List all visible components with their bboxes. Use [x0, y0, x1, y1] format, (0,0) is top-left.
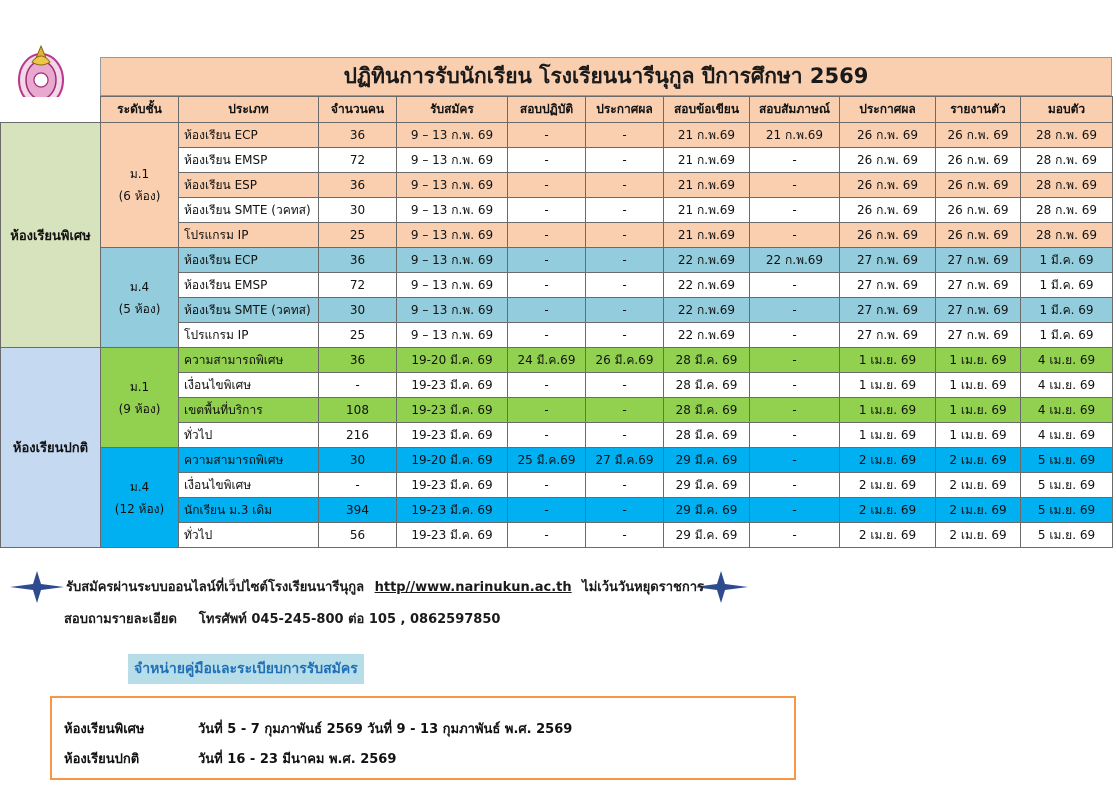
cell-announce1: -	[586, 373, 664, 398]
table-header-row	[1, 97, 1113, 123]
cell-interview: -	[750, 148, 840, 173]
cell-apply: 9 – 13 ก.พ. 69	[397, 148, 508, 173]
cell-type: เงื่อนไขพิเศษ	[179, 373, 319, 398]
cell-practical: -	[508, 123, 586, 148]
cell-announce2: 27 ก.พ. 69	[840, 298, 936, 323]
col-header-count: จำนวนคน	[319, 97, 397, 123]
cell-announce1: -	[586, 498, 664, 523]
cell-enroll: 1 มี.ค. 69	[1021, 323, 1113, 348]
cell-enroll: 28 ก.พ. 69	[1021, 223, 1113, 248]
col-header-interview: สอบสัมภาษณ์	[750, 97, 840, 123]
cell-type: ห้องเรียน SMTE (วคทส)	[179, 298, 319, 323]
cell-announce1: -	[586, 248, 664, 273]
cell-count: 216	[319, 423, 397, 448]
cell-type: ทั่วไป	[179, 523, 319, 548]
cell-practical: -	[508, 273, 586, 298]
cell-practical: -	[508, 148, 586, 173]
cell-count: 36	[319, 173, 397, 198]
col-header-apply: รับสมัคร	[397, 97, 508, 123]
cell-apply: 19-23 มี.ค. 69	[397, 473, 508, 498]
cell-enroll: 28 ก.พ. 69	[1021, 198, 1113, 223]
cell-count: 36	[319, 248, 397, 273]
cell-announce1: -	[586, 148, 664, 173]
cell-practical: -	[508, 298, 586, 323]
contact-info	[64, 608, 500, 629]
cell-interview: 22 ก.พ.69	[750, 248, 840, 273]
cell-practical: -	[508, 498, 586, 523]
cell-practical: -	[508, 473, 586, 498]
level-rooms: (12 ห้อง)	[114, 501, 165, 516]
level-cell	[101, 123, 179, 248]
cell-announce2: 27 ก.พ. 69	[840, 273, 936, 298]
level-name: ม.4	[129, 279, 150, 294]
cell-announce2: 26 ก.พ. 69	[840, 198, 936, 223]
cell-type: เขตพื้นที่บริการ	[179, 398, 319, 423]
cell-written: 29 มี.ค. 69	[664, 473, 750, 498]
cell-written: 28 มี.ค. 69	[664, 373, 750, 398]
admission-schedule-table	[0, 96, 1113, 548]
cell-written: 28 มี.ค. 69	[664, 423, 750, 448]
cell-count: -	[319, 373, 397, 398]
cell-report: 2 เม.ย. 69	[936, 473, 1021, 498]
cell-type: โปรแกรม IP	[179, 223, 319, 248]
sale-info-label: ห้องเรียนปกติ	[64, 752, 140, 767]
cell-practical: -	[508, 248, 586, 273]
cell-interview: -	[750, 498, 840, 523]
cell-enroll: 4 เม.ย. 69	[1021, 423, 1113, 448]
contact-phone: โทรศัพท์ 045-245-800 ต่อ 105 , 0862597850	[198, 612, 501, 627]
level-name: ม.1	[129, 167, 150, 181]
cell-announce2: 2 เม.ย. 69	[840, 523, 936, 548]
cell-enroll: 5 เม.ย. 69	[1021, 498, 1113, 523]
cell-interview: -	[750, 173, 840, 198]
cell-announce2: 1 เม.ย. 69	[840, 398, 936, 423]
manual-sale-heading: จำหน่ายคู่มือและระเบียบการรับสมัคร	[128, 654, 364, 684]
cell-type: ห้องเรียน ECP	[179, 248, 319, 273]
cell-report: 27 ก.พ. 69	[936, 323, 1021, 348]
cell-announce2: 2 เม.ย. 69	[840, 473, 936, 498]
cell-announce2: 1 เม.ย. 69	[840, 348, 936, 373]
cell-practical: -	[508, 373, 586, 398]
sale-info-row-normal	[64, 748, 396, 769]
cell-written: 22 ก.พ.69	[664, 298, 750, 323]
cell-count: 25	[319, 323, 397, 348]
cell-interview: -	[750, 398, 840, 423]
cell-type: ความสามารถพิเศษ	[179, 348, 319, 373]
cell-report: 26 ก.พ. 69	[936, 148, 1021, 173]
level-cell	[101, 448, 179, 548]
online-note-suffix: ไม่เว้นวันหยุดราชการ	[582, 580, 704, 595]
cell-practical: -	[508, 223, 586, 248]
cell-apply: 9 – 13 ก.พ. 69	[397, 123, 508, 148]
cell-announce1: -	[586, 223, 664, 248]
col-header-announce1: ประกาศผล	[586, 97, 664, 123]
cell-announce2: 2 เม.ย. 69	[840, 448, 936, 473]
cell-count: 394	[319, 498, 397, 523]
col-header-report: รายงานตัว	[936, 97, 1021, 123]
group-label: ห้องเรียนพิเศษ	[1, 123, 101, 348]
page-title: ปฏิทินการรับนักเรียน โรงเรียนนารีนุกูล ปีการศึกษา 2569	[100, 57, 1112, 96]
cell-type: เงื่อนไขพิเศษ	[179, 473, 319, 498]
cell-written: 29 มี.ค. 69	[664, 523, 750, 548]
cell-apply: 19-23 มี.ค. 69	[397, 523, 508, 548]
cell-count: 30	[319, 298, 397, 323]
cell-apply: 19-23 มี.ค. 69	[397, 398, 508, 423]
cell-announce1: -	[586, 173, 664, 198]
cell-type: ห้องเรียน ECP	[179, 123, 319, 148]
cell-announce2: 1 เม.ย. 69	[840, 423, 936, 448]
cell-announce1: -	[586, 523, 664, 548]
table-row	[1, 448, 1113, 473]
cell-interview: -	[750, 298, 840, 323]
cell-interview: -	[750, 198, 840, 223]
cell-enroll: 4 เม.ย. 69	[1021, 348, 1113, 373]
cell-announce2: 27 ก.พ. 69	[840, 248, 936, 273]
cell-practical: 24 มี.ค.69	[508, 348, 586, 373]
level-name: ม.1	[129, 379, 150, 394]
cell-apply: 9 – 13 ก.พ. 69	[397, 273, 508, 298]
cell-announce1: -	[586, 423, 664, 448]
level-rooms: (6 ห้อง)	[118, 189, 161, 203]
cell-written: 29 มี.ค. 69	[664, 448, 750, 473]
cell-announce1: 27 มี.ค.69	[586, 448, 664, 473]
cell-interview: -	[750, 373, 840, 398]
cell-apply: 9 – 13 ก.พ. 69	[397, 198, 508, 223]
cell-practical: -	[508, 323, 586, 348]
cell-report: 2 เม.ย. 69	[936, 448, 1021, 473]
cell-type: ห้องเรียน EMSP	[179, 148, 319, 173]
cell-written: 22 ก.พ.69	[664, 248, 750, 273]
level-cell	[101, 348, 179, 448]
cell-written: 21 ก.พ.69	[664, 123, 750, 148]
cell-count: 25	[319, 223, 397, 248]
cell-enroll: 5 เม.ย. 69	[1021, 473, 1113, 498]
col-header-announce2: ประกาศผล	[840, 97, 936, 123]
cell-written: 21 ก.พ.69	[664, 223, 750, 248]
cell-announce1: -	[586, 298, 664, 323]
cell-apply: 9 – 13 ก.พ. 69	[397, 298, 508, 323]
cell-report: 27 ก.พ. 69	[936, 248, 1021, 273]
cell-announce2: 26 ก.พ. 69	[840, 173, 936, 198]
cell-count: 72	[319, 273, 397, 298]
cell-count: 30	[319, 448, 397, 473]
cell-apply: 19-23 มี.ค. 69	[397, 373, 508, 398]
table-row	[1, 123, 1113, 148]
cell-announce1: -	[586, 123, 664, 148]
cell-enroll: 1 มี.ค. 69	[1021, 273, 1113, 298]
cell-type: ความสามารถพิเศษ	[179, 448, 319, 473]
cell-announce1: 26 มี.ค.69	[586, 348, 664, 373]
cell-type: ห้องเรียน SMTE (วคทส)	[179, 198, 319, 223]
cell-written: 22 ก.พ.69	[664, 273, 750, 298]
level-rooms: (5 ห้อง)	[118, 301, 161, 316]
star-left-icon	[10, 571, 64, 603]
sale-info-row-special	[64, 718, 572, 739]
cell-interview: -	[750, 523, 840, 548]
sale-info-dates: วันที่ 16 - 23 มีนาคม พ.ศ. 2569	[198, 752, 397, 767]
cell-announce2: 26 ก.พ. 69	[840, 123, 936, 148]
cell-apply: 19-23 มี.ค. 69	[397, 498, 508, 523]
cell-apply: 9 – 13 ก.พ. 69	[397, 223, 508, 248]
cell-report: 2 เม.ย. 69	[936, 498, 1021, 523]
cell-count: 36	[319, 123, 397, 148]
cell-enroll: 5 เม.ย. 69	[1021, 523, 1113, 548]
cell-count: 36	[319, 348, 397, 373]
cell-practical: -	[508, 198, 586, 223]
level-rooms: (9 ห้อง)	[118, 401, 161, 416]
cell-enroll: 5 เม.ย. 69	[1021, 448, 1113, 473]
cell-written: 21 ก.พ.69	[664, 148, 750, 173]
cell-written: 21 ก.พ.69	[664, 198, 750, 223]
cell-type: ห้องเรียน ESP	[179, 173, 319, 198]
sale-info-dates: วันที่ 5 - 7 กุมภาพันธ์ 2569 วันที่ 9 - 13 กุมภาพันธ์ พ.ศ. 2569	[198, 722, 573, 737]
col-header-practical: สอบปฏิบัติ	[508, 97, 586, 123]
cell-report: 2 เม.ย. 69	[936, 523, 1021, 548]
cell-announce2: 27 ก.พ. 69	[840, 323, 936, 348]
cell-report: 26 ก.พ. 69	[936, 198, 1021, 223]
manual-sale-box	[50, 696, 796, 780]
cell-report: 26 ก.พ. 69	[936, 173, 1021, 198]
cell-count: -	[319, 473, 397, 498]
cell-enroll: 4 เม.ย. 69	[1021, 373, 1113, 398]
cell-enroll: 1 มี.ค. 69	[1021, 298, 1113, 323]
cell-interview: -	[750, 273, 840, 298]
cell-apply: 9 – 13 ก.พ. 69	[397, 323, 508, 348]
cell-apply: 9 – 13 ก.พ. 69	[397, 173, 508, 198]
cell-interview: -	[750, 448, 840, 473]
cell-interview: -	[750, 423, 840, 448]
cell-enroll: 28 ก.พ. 69	[1021, 148, 1113, 173]
col-header-level: ระดับชั้น	[101, 97, 179, 123]
table-row	[1, 348, 1113, 373]
level-name: ม.4	[129, 479, 150, 494]
cell-announce1: -	[586, 398, 664, 423]
cell-type: โปรแกรม IP	[179, 323, 319, 348]
cell-announce2: 2 เม.ย. 69	[840, 498, 936, 523]
cell-apply: 19-20 มี.ค. 69	[397, 348, 508, 373]
cell-apply: 9 – 13 ก.พ. 69	[397, 248, 508, 273]
school-website-link[interactable]: http//www.narinukun.ac.th	[374, 580, 572, 595]
cell-report: 1 เม.ย. 69	[936, 348, 1021, 373]
cell-announce1: -	[586, 473, 664, 498]
cell-interview: -	[750, 323, 840, 348]
online-note-text: รับสมัครผ่านระบบออนไลน์ที่เว็ปไซต์โรงเรียนนารีนุกูล	[66, 580, 365, 595]
col-header-type: ประเภท	[179, 97, 319, 123]
cell-interview: 21 ก.พ.69	[750, 123, 840, 148]
col-header-written: สอบข้อเขียน	[664, 97, 750, 123]
cell-announce1: -	[586, 323, 664, 348]
cell-enroll: 28 ก.พ. 69	[1021, 123, 1113, 148]
header-blank-cell	[1, 97, 101, 123]
cell-enroll: 4 เม.ย. 69	[1021, 398, 1113, 423]
cell-report: 1 เม.ย. 69	[936, 373, 1021, 398]
online-application-note	[66, 576, 704, 597]
cell-written: 28 มี.ค. 69	[664, 398, 750, 423]
cell-report: 27 ก.พ. 69	[936, 298, 1021, 323]
cell-apply: 19-23 มี.ค. 69	[397, 423, 508, 448]
cell-report: 26 ก.พ. 69	[936, 123, 1021, 148]
contact-label: สอบถามรายละเอียด	[64, 612, 177, 627]
cell-practical: -	[508, 523, 586, 548]
cell-announce1: -	[586, 273, 664, 298]
cell-announce2: 1 เม.ย. 69	[840, 373, 936, 398]
cell-practical: -	[508, 398, 586, 423]
cell-type: นักเรียน ม.3 เดิม	[179, 498, 319, 523]
cell-announce1: -	[586, 198, 664, 223]
cell-enroll: 28 ก.พ. 69	[1021, 173, 1113, 198]
cell-interview: -	[750, 223, 840, 248]
cell-practical: -	[508, 173, 586, 198]
cell-apply: 19-20 มี.ค. 69	[397, 448, 508, 473]
cell-count: 72	[319, 148, 397, 173]
cell-type: ห้องเรียน EMSP	[179, 273, 319, 298]
cell-report: 1 เม.ย. 69	[936, 398, 1021, 423]
cell-practical: -	[508, 423, 586, 448]
cell-count: 56	[319, 523, 397, 548]
cell-count: 108	[319, 398, 397, 423]
cell-announce2: 26 ก.พ. 69	[840, 223, 936, 248]
cell-enroll: 1 มี.ค. 69	[1021, 248, 1113, 273]
cell-written: 21 ก.พ.69	[664, 173, 750, 198]
group-label: ห้องเรียนปกติ	[1, 348, 101, 548]
cell-report: 26 ก.พ. 69	[936, 223, 1021, 248]
cell-interview: -	[750, 348, 840, 373]
level-cell	[101, 248, 179, 348]
cell-announce2: 26 ก.พ. 69	[840, 148, 936, 173]
sale-info-label: ห้องเรียนพิเศษ	[64, 722, 145, 737]
cell-report: 1 เม.ย. 69	[936, 423, 1021, 448]
col-header-enroll: มอบตัว	[1021, 97, 1113, 123]
cell-practical: 25 มี.ค.69	[508, 448, 586, 473]
cell-report: 27 ก.พ. 69	[936, 273, 1021, 298]
cell-written: 22 ก.พ.69	[664, 323, 750, 348]
table-row	[1, 248, 1113, 273]
cell-written: 28 มี.ค. 69	[664, 348, 750, 373]
cell-count: 30	[319, 198, 397, 223]
cell-interview: -	[750, 473, 840, 498]
cell-type: ทั่วไป	[179, 423, 319, 448]
cell-written: 29 มี.ค. 69	[664, 498, 750, 523]
